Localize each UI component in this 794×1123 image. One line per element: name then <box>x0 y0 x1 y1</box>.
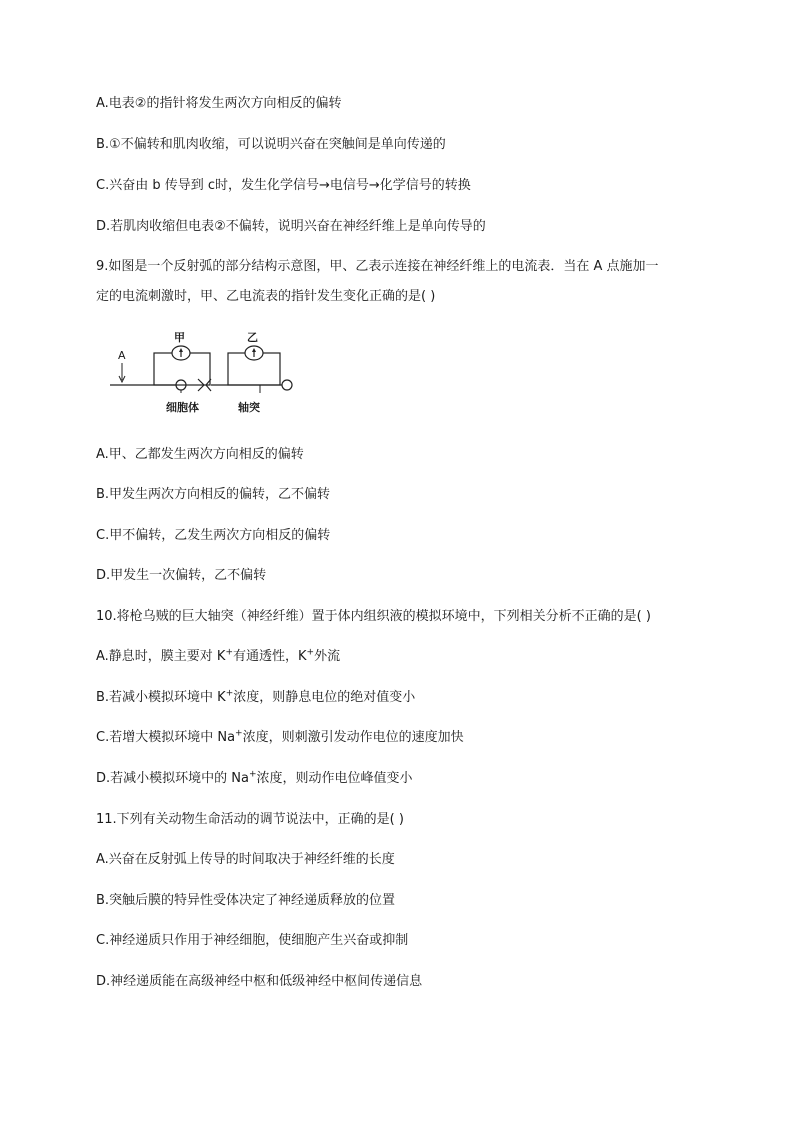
q8-option-d: D.若肌肉收缩但电表②不偏转，说明兴奋在神经纤维上是单向传导的 <box>96 219 486 234</box>
q8-option-a: A.电表②的指针将发生两次方向相反的偏转 <box>96 96 342 111</box>
reflex-arc-diagram <box>110 325 310 420</box>
label-cell-body: 细胞体 <box>166 401 199 414</box>
q9-option-c: C.甲不偏转，乙发生两次方向相反的偏转 <box>96 528 331 543</box>
q10-option-d: D.若减小模拟环境中的 Na+浓度，则动作电位峰值变小 <box>96 769 413 786</box>
axon-terminal <box>282 380 292 390</box>
q11-option-c: C.神经递质只作用于神经细胞，使细胞产生兴奋或抑制 <box>96 933 409 948</box>
q10-stem: 10.将枪乌贼的巨大轴突（神经纤维）置于体内组织液的模拟环境中，下列相关分析不正确的是( ) <box>96 609 651 624</box>
q10-option-c: C.若增大模拟环境中 Na+浓度，则刺激引发动作电位的速度加快 <box>96 728 464 745</box>
label-yi: 乙 <box>247 331 258 344</box>
q8-option-b: B.①不偏转和肌肉收缩，可以说明兴奋在突触间是单向传递的 <box>96 137 446 152</box>
q8-option-c: C.兴奋由 b 传导到 c时，发生化学信号→电信号→化学信号的转换 <box>96 178 471 193</box>
q9-option-d: D.甲发生一次偏转，乙不偏转 <box>96 568 267 583</box>
q9-stem-line1: 9.如图是一个反射弧的部分结构示意图，甲、乙表示连接在神经纤维上的电流表．当在 A 点施加一 <box>96 259 659 274</box>
label-a: A <box>118 349 126 362</box>
q9-option-b: B.甲发生两次方向相反的偏转，乙不偏转 <box>96 487 331 502</box>
q11-option-d: D.神经递质能在高级神经中枢和低级神经中枢间传递信息 <box>96 974 423 989</box>
q9-option-a: A.甲、乙都发生两次方向相反的偏转 <box>96 447 304 462</box>
q11-stem: 11.下列有关动物生命活动的调节说法中，正确的是( ) <box>96 812 404 827</box>
q11-option-a: A.兴奋在反射弧上传导的时间取决于神经纤维的长度 <box>96 852 395 867</box>
q10-option-b: B.若减小模拟环境中 K+浓度，则静息电位的绝对值变小 <box>96 688 416 705</box>
q11-option-b: B.突触后膜的特异性受体决定了神经递质释放的位置 <box>96 893 396 908</box>
label-jia: 甲 <box>174 331 185 344</box>
label-axon: 轴突 <box>238 401 260 414</box>
q10-option-a: A.静息时，膜主要对 K+有通透性，K+外流 <box>96 647 341 664</box>
q9-stem-line2: 定的电流刺激时，甲、乙电流表的指针发生变化正确的是( ) <box>96 289 436 304</box>
